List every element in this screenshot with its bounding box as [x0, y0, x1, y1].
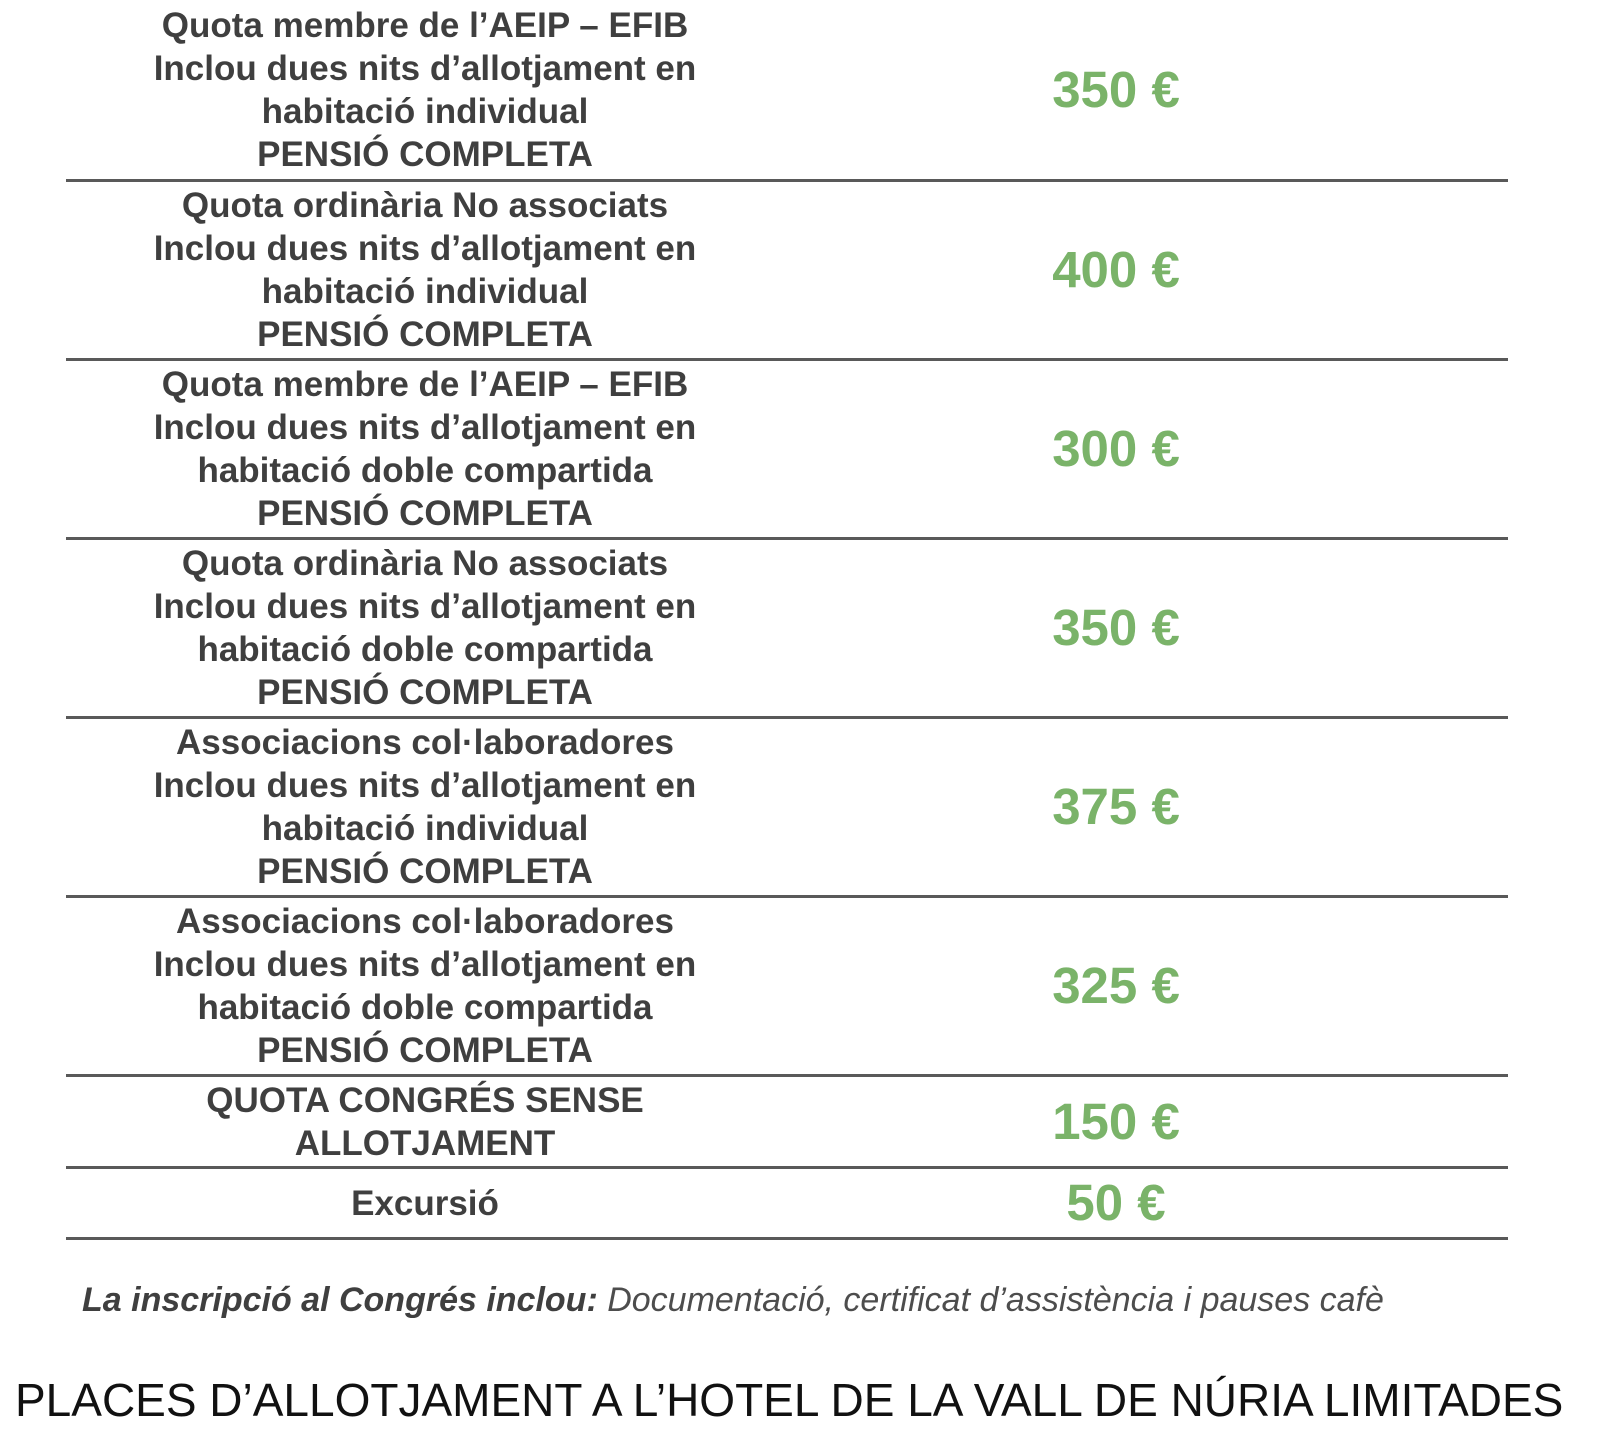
fee-price: 375 € [1052, 778, 1180, 835]
registration-note [82, 1281, 1384, 1320]
fee-description-line: habitació individual [261, 809, 589, 848]
fee-description-line: PENSIÓ COMPLETA [257, 852, 593, 891]
fee-description [66, 542, 784, 714]
fee-description-line: Excursió [351, 1183, 499, 1223]
fee-description [66, 1182, 784, 1225]
accommodation-notice: PLACES D’ALLOTJAMENT A L’HOTEL DE LA VALL DE NÚRIA LIMITADES [15, 1374, 1564, 1426]
fee-description-line: PENSIÓ COMPLETA [257, 673, 593, 712]
fee-price: 300 € [1052, 420, 1180, 477]
fee-description-line: Quota membre de l’AEIP – EFIB [161, 365, 689, 404]
fee-description-line: QUOTA CONGRÉS SENSE [206, 1080, 644, 1120]
fee-description-line: habitació doble compartida [197, 451, 653, 490]
fee-description-line: habitació individual [261, 91, 589, 131]
fee-description-line: Associacions col·laboradores [176, 902, 674, 941]
fee-description [66, 1079, 784, 1165]
fee-row [66, 0, 1508, 182]
fee-row [66, 1077, 1508, 1169]
fee-table [66, 0, 1508, 1240]
fee-price: 400 € [1052, 241, 1180, 298]
fee-price: 350 € [1052, 60, 1180, 118]
fee-description-line: PENSIÓ COMPLETA [257, 1031, 593, 1070]
fee-description-line: habitació doble compartida [197, 988, 653, 1027]
fee-price: 150 € [1052, 1092, 1180, 1150]
fee-row [66, 361, 1508, 540]
fee-description-line: Inclou dues nits d’allotjament en [153, 48, 697, 88]
fee-row [66, 898, 1508, 1077]
fee-description-line: PENSIÓ COMPLETA [257, 134, 593, 174]
fee-description-line: Quota ordinària No associats [181, 186, 669, 225]
fee-row [66, 719, 1508, 898]
fee-row [66, 540, 1508, 719]
fee-description-line: PENSIÓ COMPLETA [257, 315, 593, 354]
fee-price: 350 € [1052, 599, 1180, 656]
fee-description [66, 721, 784, 893]
fee-description-line: Inclou dues nits d’allotjament en [153, 587, 697, 626]
fee-description [66, 900, 784, 1072]
fee-description [66, 184, 784, 356]
fee-description-line: PENSIÓ COMPLETA [257, 494, 593, 533]
fee-description-line: ALLOTJAMENT [294, 1123, 556, 1163]
fee-description-line: Inclou dues nits d’allotjament en [153, 408, 697, 447]
fee-row [66, 182, 1508, 361]
registration-note-label: La inscripció al Congrés inclou: [82, 1281, 598, 1319]
fee-description-line: Inclou dues nits d’allotjament en [153, 229, 697, 268]
fee-description-line: Quota membre de l’AEIP – EFIB [161, 5, 689, 45]
fee-description-line: Associacions col·laboradores [176, 723, 674, 762]
fee-description [66, 4, 784, 176]
fee-description-line: Quota ordinària No associats [181, 544, 669, 583]
fee-row [66, 1169, 1508, 1240]
fee-price: 50 € [1066, 1174, 1166, 1231]
fee-description-line: Inclou dues nits d’allotjament en [153, 766, 697, 805]
fee-description-line: habitació doble compartida [197, 630, 653, 669]
fee-description [66, 363, 784, 535]
fee-description-line: habitació individual [261, 272, 589, 311]
registration-note-text: Documentació, certificat d’assistència i pauses cafè [597, 1281, 1384, 1319]
fee-description-line: Inclou dues nits d’allotjament en [153, 945, 697, 984]
fee-price: 325 € [1052, 957, 1180, 1014]
